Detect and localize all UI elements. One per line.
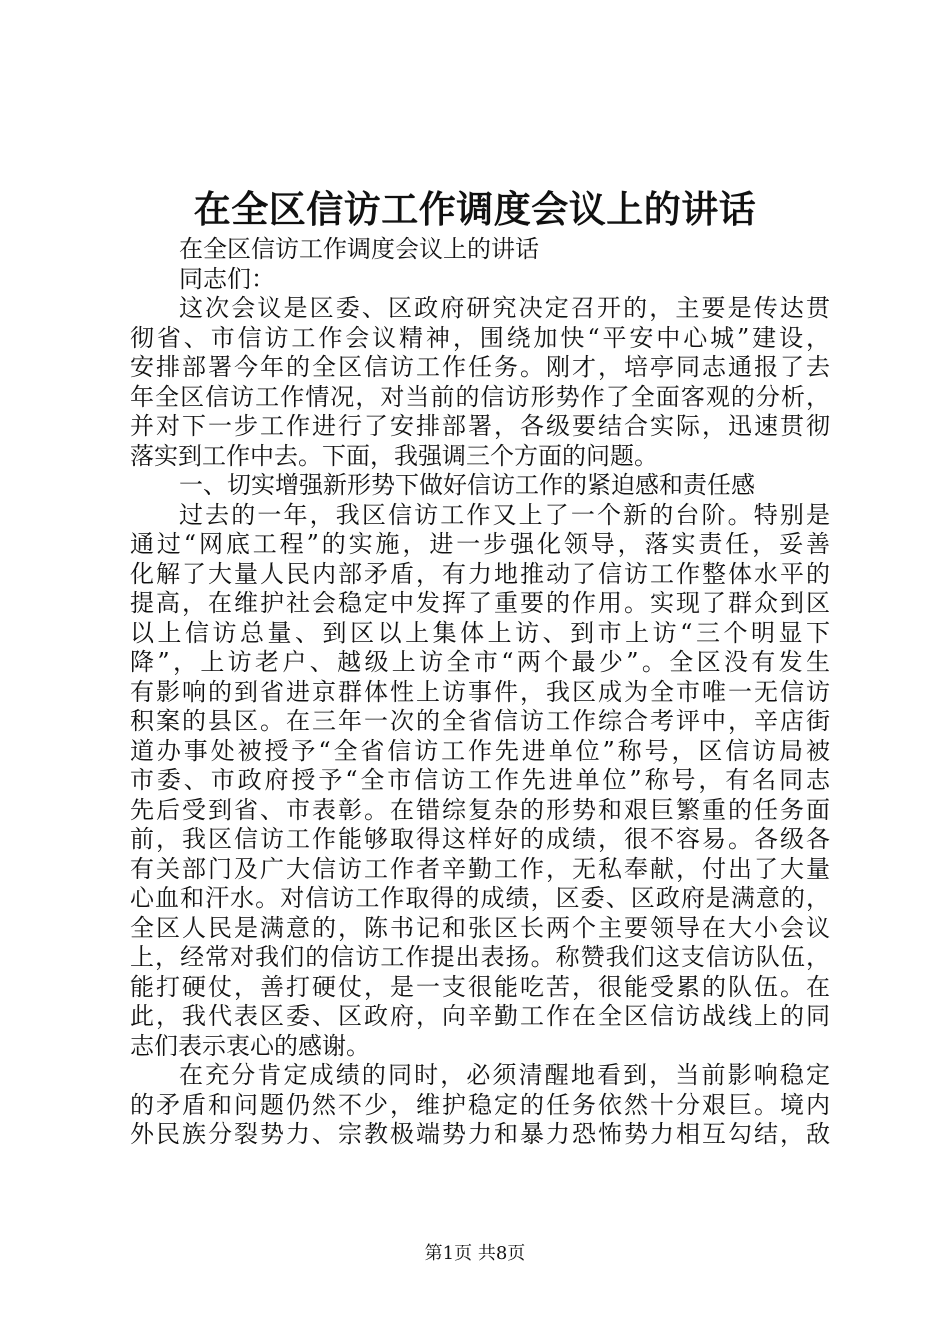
- body-text-line: 年全区信访工作情况，对当前的信访形势作了全面客观的分析，: [130, 382, 830, 411]
- body-text-line: 彻省、市信访工作会议精神，围绕加快“平安中心城”建设，: [130, 323, 830, 352]
- body-text-line: 落实到工作中去。下面，我强调三个方面的问题。: [130, 441, 658, 470]
- body-text-line: 志们表示衷心的感谢。: [130, 1031, 370, 1060]
- body-text-line: 同志们：: [179, 264, 275, 293]
- body-text-line: 并对下一步工作进行了安排部署，各级要结合实际，迅速贯彻: [130, 412, 830, 440]
- document-body: [130, 235, 830, 1150]
- body-text-line: 通过“网底工程”的实施，进一步强化领导，落实责任，妥善: [130, 530, 830, 558]
- body-text-line: 的矛盾和问题仍然不少，维护稳定的任务依然十分艰巨。境内: [130, 1090, 830, 1119]
- body-text-line: 上，经常对我们的信访工作提出表扬。称赞我们这支信访队伍，: [130, 943, 830, 971]
- body-text-line: 能打硬仗，善打硬仗，是一支很能吃苦，很能受累的队伍。在: [130, 972, 830, 1001]
- body-text-line: 在充分肯定成绩的同时，必须清醒地看到，当前影响稳定: [179, 1061, 830, 1089]
- body-text-line: 降”，上访老户、越级上访全市“两个最少”。全区没有发生: [130, 648, 830, 676]
- body-text-line: 一、切实增强新形势下做好信访工作的紧迫感和责任感: [179, 471, 755, 499]
- body-text-line: 化解了大量人民内部矛盾，有力地推动了信访工作整体水平的: [130, 559, 830, 588]
- body-text-line: 全区人民是满意的，陈书记和张区长两个主要领导在大小会议: [130, 913, 830, 942]
- body-text-line: 市委、市政府授予“全市信访工作先进单位”称号，有名同志: [130, 766, 830, 794]
- body-text-line: 外民族分裂势力、宗教极端势力和暴力恐怖势力相互勾结，敌: [130, 1120, 830, 1148]
- body-text-line: 道办事处被授予“全省信访工作先进单位”称号，区信访局被: [130, 736, 830, 765]
- body-text-line: 先后受到省、市表彰。在错综复杂的形势和艰巨繁重的任务面: [130, 795, 830, 824]
- document-title: 在全区信访工作调度会议上的讲话: [193, 187, 757, 231]
- body-text-line: 提高，在维护社会稳定中发挥了重要的作用。实现了群众到区: [130, 589, 830, 617]
- page-footer: 第1页 共8页: [424, 1243, 526, 1264]
- body-text-line: 有关部门及广大信访工作者辛勤工作，无私奉献，付出了大量: [130, 854, 830, 883]
- body-text-line: 以上信访总量、到区以上集体上访、到市上访“三个明显下: [130, 618, 830, 647]
- body-text-line: 此，我代表区委、区政府，向辛勤工作在全区信访战线上的同: [130, 1002, 830, 1030]
- body-text-line: 积案的县区。在三年一次的全省信访工作综合考评中，辛店街: [130, 707, 830, 735]
- body-text-line: 在全区信访工作调度会议上的讲话: [179, 235, 539, 263]
- body-text-line: 前，我区信访工作能够取得这样好的成绩，很不容易。各级各: [130, 825, 830, 853]
- body-text-line: 心血和汗水。对信访工作取得的成绩，区委、区政府是满意的，: [130, 884, 830, 912]
- body-text-line: 过去的一年，我区信访工作又上了一个新的台阶。特别是: [179, 500, 830, 529]
- body-text-line: 安排部署今年的全区信访工作任务。刚才，培亭同志通报了去: [130, 353, 830, 381]
- body-text-line: 有影响的到省进京群体性上访事件，我区成为全市唯一无信访: [130, 677, 830, 706]
- body-text-line: 这次会议是区委、区政府研究决定召开的，主要是传达贯: [179, 294, 830, 322]
